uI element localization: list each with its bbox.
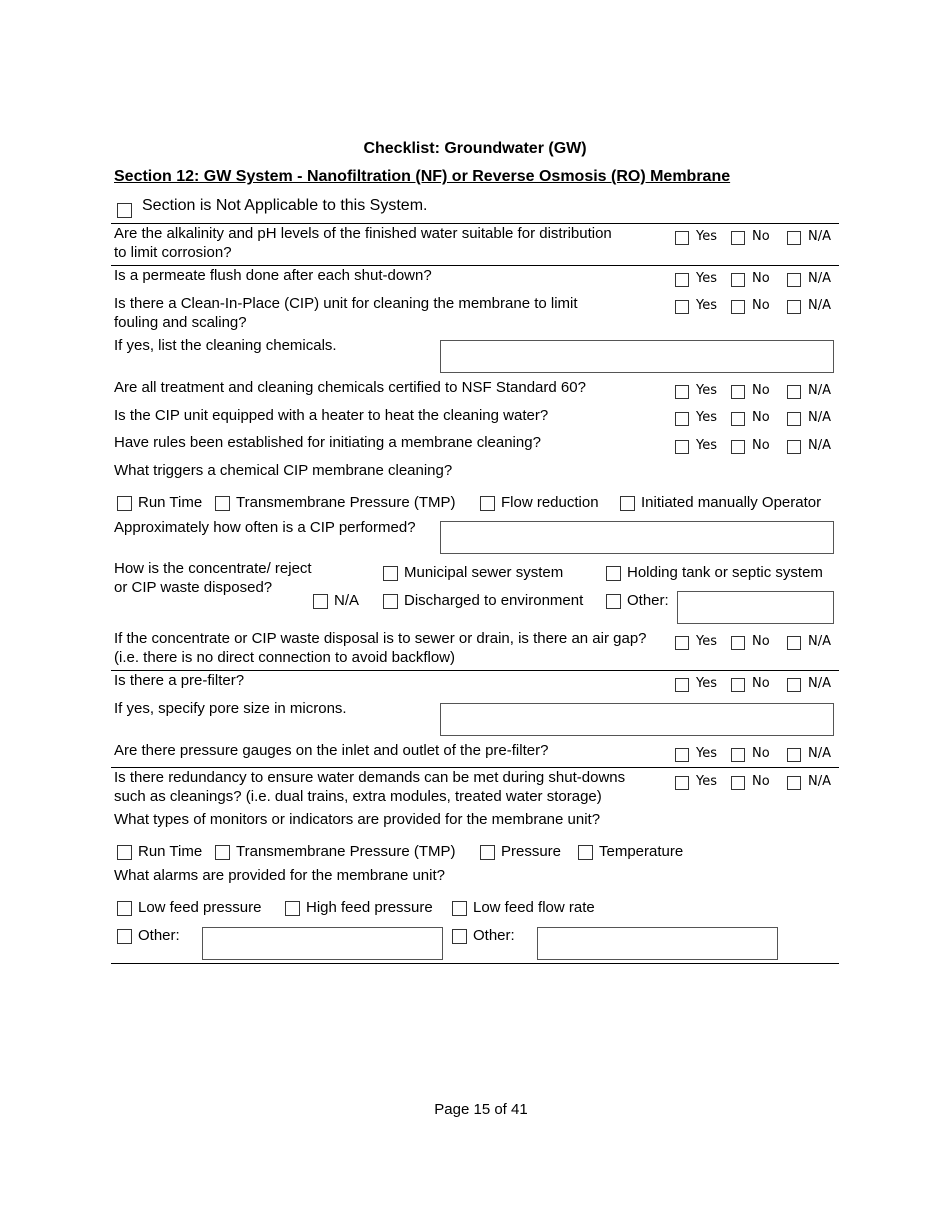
- question-cip-unit-cont: fouling and scaling?: [114, 314, 247, 331]
- no-checkbox[interactable]: [731, 231, 745, 245]
- na-checkbox[interactable]: [787, 748, 801, 762]
- monitor-temperature-checkbox[interactable]: [578, 845, 593, 860]
- question-pressure-gauges: Are there pressure gauges on the inlet and outlet of the pre-filter?: [114, 742, 549, 759]
- yes-label: Yes: [696, 410, 717, 425]
- section-heading: Section 12: GW System - Nanofiltration (NF) or Reverse Osmosis (RO) Membrane: [114, 168, 731, 185]
- yes-checkbox[interactable]: [675, 273, 689, 287]
- question-cip-frequency: Approximately how often is a CIP performed?: [114, 519, 416, 536]
- yes-checkbox[interactable]: [675, 440, 689, 454]
- no-checkbox[interactable]: [731, 440, 745, 454]
- yes-label: Yes: [696, 634, 717, 649]
- yes-label: Yes: [696, 271, 717, 286]
- option-discharged-checkbox[interactable]: [383, 594, 398, 609]
- option-run-time-label: Run Time: [138, 494, 203, 511]
- question-monitors: What types of monitors or indicators are provided for the membrane unit?: [114, 811, 601, 828]
- no-checkbox[interactable]: [731, 273, 745, 287]
- alarm-other-2-label: Other:: [473, 927, 515, 944]
- document-title: Checklist: Groundwater (GW): [363, 140, 587, 157]
- yes-checkbox[interactable]: [675, 300, 689, 314]
- na-label: N/A: [808, 676, 831, 691]
- no-label: No: [752, 746, 770, 761]
- question-cip-triggers: What triggers a chemical CIP membrane cleaning?: [114, 462, 453, 479]
- na-checkbox[interactable]: [787, 273, 801, 287]
- alarm-low-feed-flow-label: Low feed flow rate: [473, 899, 595, 916]
- question-redundancy: Is there redundancy to ensure water demands can be met during shut-downs: [114, 769, 626, 786]
- option-municipal-sewer-checkbox[interactable]: [383, 566, 398, 581]
- no-label: No: [752, 410, 770, 425]
- na-checkbox[interactable]: [787, 412, 801, 426]
- na-checkbox[interactable]: [787, 385, 801, 399]
- na-label: N/A: [808, 271, 831, 286]
- monitor-tmp-label: Transmembrane Pressure (TMP): [236, 843, 456, 860]
- no-label: No: [752, 383, 770, 398]
- option-na-label: N/A: [334, 592, 360, 609]
- question-alkalinity: Are the alkalinity and pH levels of the finished water suitable for distribution: [114, 225, 612, 242]
- yes-checkbox[interactable]: [675, 678, 689, 692]
- no-checkbox[interactable]: [731, 748, 745, 762]
- no-checkbox[interactable]: [731, 776, 745, 790]
- disposal-other-field[interactable]: [677, 591, 834, 624]
- na-label: N/A: [808, 383, 831, 398]
- na-label: N/A: [808, 438, 831, 453]
- not-applicable-label: Section is Not Applicable to this System.: [142, 197, 428, 214]
- na-label: N/A: [808, 298, 831, 313]
- question-pore-size: If yes, specify pore size in microns.: [114, 700, 347, 717]
- no-label: No: [752, 634, 770, 649]
- na-checkbox[interactable]: [787, 636, 801, 650]
- option-other-checkbox[interactable]: [606, 594, 621, 609]
- no-label: No: [752, 298, 770, 313]
- page-number: Page 15 of 41: [434, 1101, 528, 1118]
- yes-checkbox[interactable]: [675, 636, 689, 650]
- yes-checkbox[interactable]: [675, 385, 689, 399]
- na-checkbox[interactable]: [787, 440, 801, 454]
- question-air-gap-cont: (i.e. there is no direct connection to avoid backflow): [114, 649, 456, 666]
- yes-checkbox[interactable]: [675, 412, 689, 426]
- alarm-other-1-checkbox[interactable]: [117, 929, 132, 944]
- no-checkbox[interactable]: [731, 385, 745, 399]
- alarm-other-2-checkbox[interactable]: [452, 929, 467, 944]
- option-holding-tank-checkbox[interactable]: [606, 566, 621, 581]
- option-flow-reduction-checkbox[interactable]: [480, 496, 495, 511]
- no-label: No: [752, 229, 770, 244]
- option-initiated-manually-label: Initiated manually Operator: [641, 494, 822, 511]
- option-tmp-checkbox[interactable]: [215, 496, 230, 511]
- na-label: N/A: [808, 774, 831, 789]
- yes-label: Yes: [696, 746, 717, 761]
- yes-label: Yes: [696, 229, 717, 244]
- no-checkbox[interactable]: [731, 412, 745, 426]
- question-concentrate-disposal: How is the concentrate/ reject: [114, 560, 312, 577]
- option-discharged-label: Discharged to environment: [404, 592, 584, 609]
- question-prefilter: Is there a pre-filter?: [114, 672, 245, 689]
- yes-label: Yes: [696, 676, 717, 691]
- na-checkbox[interactable]: [787, 776, 801, 790]
- question-heater: Is the CIP unit equipped with a heater to heat the cleaning water?: [114, 407, 549, 424]
- monitor-tmp-checkbox[interactable]: [215, 845, 230, 860]
- question-permeate-flush: Is a permeate flush done after each shut-down?: [114, 267, 432, 284]
- no-label: No: [752, 774, 770, 789]
- cleaning-chemicals-field[interactable]: [440, 340, 834, 373]
- na-checkbox[interactable]: [787, 300, 801, 314]
- question-concentrate-disposal-cont: or CIP waste disposed?: [114, 579, 273, 596]
- yes-checkbox[interactable]: [675, 776, 689, 790]
- question-alarms: What alarms are provided for the membrane unit?: [114, 867, 445, 884]
- pore-size-field[interactable]: [440, 703, 834, 736]
- question-cip-unit: Is there a Clean-In-Place (CIP) unit for cleaning the membrane to limit: [114, 295, 578, 312]
- cip-frequency-field[interactable]: [440, 521, 834, 554]
- option-other-label: Other:: [627, 592, 669, 609]
- no-checkbox[interactable]: [731, 636, 745, 650]
- option-municipal-sewer-label: Municipal sewer system: [404, 564, 564, 581]
- na-label: N/A: [808, 229, 831, 244]
- option-flow-reduction-label: Flow reduction: [501, 494, 599, 511]
- no-checkbox[interactable]: [731, 678, 745, 692]
- no-label: No: [752, 271, 770, 286]
- alarm-high-feed-pressure-label: High feed pressure: [306, 899, 433, 916]
- yes-label: Yes: [696, 774, 717, 789]
- na-checkbox[interactable]: [787, 678, 801, 692]
- question-alkalinity-cont: to limit corrosion?: [114, 244, 232, 261]
- na-label: N/A: [808, 634, 831, 649]
- yes-checkbox[interactable]: [675, 748, 689, 762]
- question-cleaning-rules: Have rules been established for initiating a membrane cleaning?: [114, 434, 541, 451]
- question-nsf-standard: Are all treatment and cleaning chemicals certified to NSF Standard 60?: [114, 379, 586, 396]
- not-applicable-checkbox[interactable]: [117, 203, 132, 218]
- option-holding-tank-label: Holding tank or septic system: [627, 564, 823, 581]
- yes-checkbox[interactable]: [675, 231, 689, 245]
- option-run-time-checkbox[interactable]: [117, 496, 132, 511]
- monitor-pressure-checkbox[interactable]: [480, 845, 495, 860]
- no-label: No: [752, 676, 770, 691]
- alarm-high-feed-pressure-checkbox[interactable]: [285, 901, 300, 916]
- yes-label: Yes: [696, 438, 717, 453]
- na-checkbox[interactable]: [787, 231, 801, 245]
- alarm-other-1-label: Other:: [138, 927, 180, 944]
- yes-label: Yes: [696, 298, 717, 313]
- option-na-checkbox[interactable]: [313, 594, 328, 609]
- question-cleaning-chemicals: If yes, list the cleaning chemicals.: [114, 337, 337, 354]
- alarm-other-1-field[interactable]: [202, 927, 443, 960]
- option-tmp-label: Transmembrane Pressure (TMP): [236, 494, 456, 511]
- monitor-run-time-checkbox[interactable]: [117, 845, 132, 860]
- question-air-gap: If the concentrate or CIP waste disposal is to sewer or drain, is there an air gap?: [114, 630, 647, 647]
- alarm-low-feed-pressure-checkbox[interactable]: [117, 901, 132, 916]
- alarm-low-feed-pressure-label: Low feed pressure: [138, 899, 262, 916]
- divider: [111, 963, 839, 964]
- option-initiated-manually-checkbox[interactable]: [620, 496, 635, 511]
- na-label: N/A: [808, 746, 831, 761]
- question-redundancy-cont: such as cleanings? (i.e. dual trains, extra modules, treated water storage): [114, 788, 602, 805]
- no-label: No: [752, 438, 770, 453]
- monitor-temperature-label: Temperature: [599, 843, 684, 860]
- alarm-low-feed-flow-checkbox[interactable]: [452, 901, 467, 916]
- monitor-pressure-label: Pressure: [501, 843, 562, 860]
- alarm-other-2-field[interactable]: [537, 927, 778, 960]
- yes-label: Yes: [696, 383, 717, 398]
- monitor-run-time-label: Run Time: [138, 843, 203, 860]
- na-label: N/A: [808, 410, 831, 425]
- no-checkbox[interactable]: [731, 300, 745, 314]
